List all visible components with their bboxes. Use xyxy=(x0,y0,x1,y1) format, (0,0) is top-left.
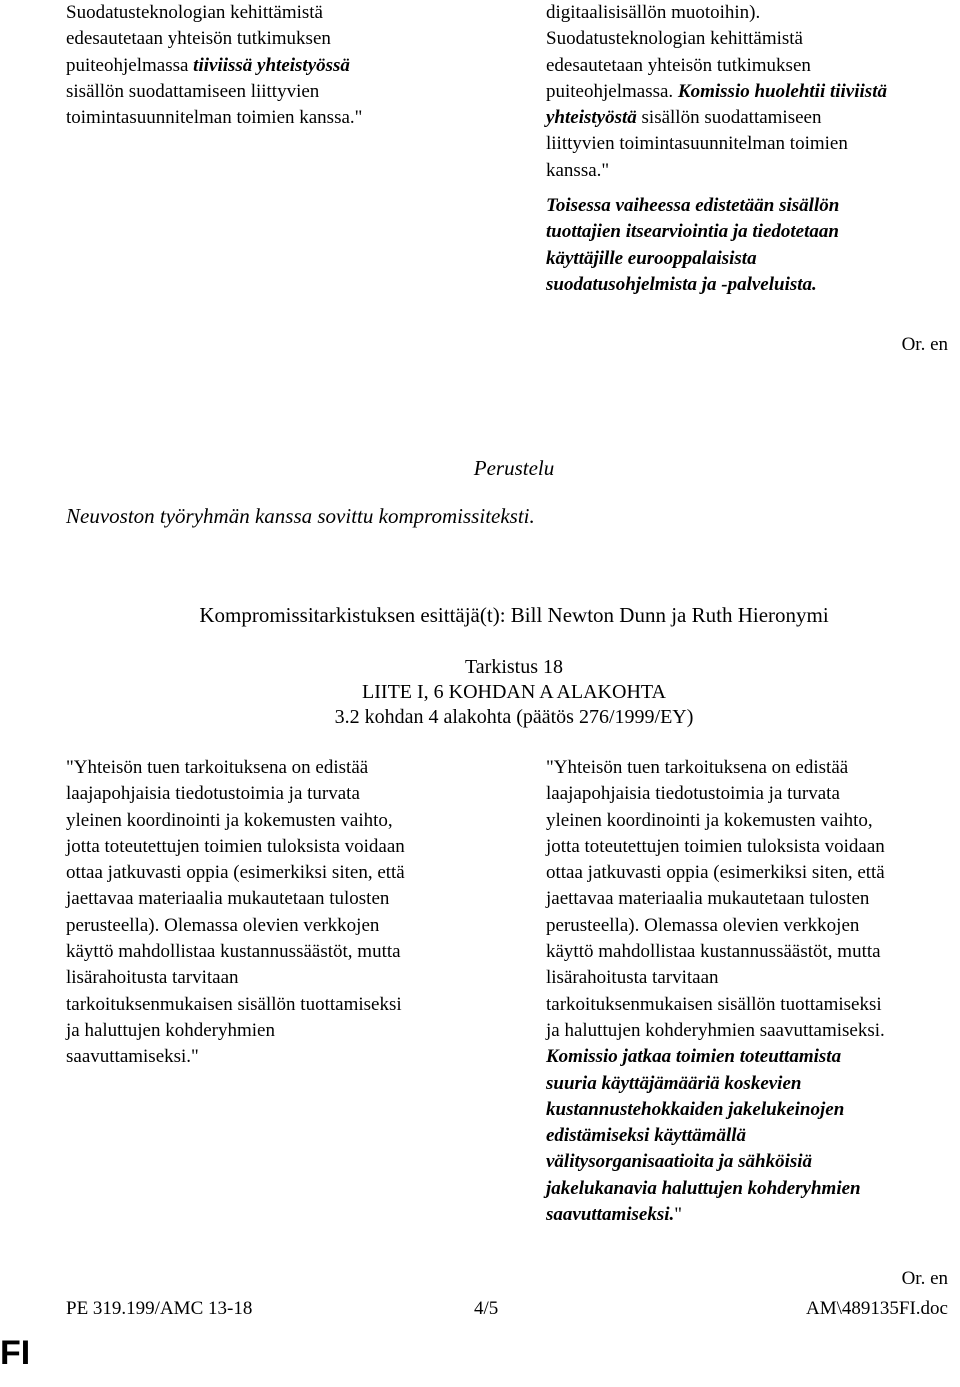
text-line xyxy=(546,992,958,1018)
text-segment: käyttö mahdollistaa kustannussäästöt, mutta xyxy=(66,941,401,963)
text-line xyxy=(546,1071,958,1097)
text-line xyxy=(546,781,958,807)
text-line xyxy=(546,105,958,131)
text-segment: yleinen koordinointi ja kokemusten vaihto, xyxy=(546,809,873,831)
text-line xyxy=(66,992,491,1018)
text-segment: jotta toteutettujen toimien tuloksista voidaan xyxy=(66,835,405,857)
text-line xyxy=(546,193,958,219)
text-line xyxy=(546,1202,958,1228)
text-line xyxy=(546,272,958,298)
text-line xyxy=(66,1044,491,1070)
text-line xyxy=(546,860,958,886)
text-segment: sisällön suodattamiseen liittyvien xyxy=(66,80,320,102)
text-segment: ja haluttujen kohderyhmien xyxy=(66,1019,275,1041)
footer-reference: PE 319.199/AMC 13-18 xyxy=(66,1298,253,1319)
text-segment: jotta toteutettujen toimien tuloksista voidaan xyxy=(546,835,885,857)
emphasized-text: edistämiseksi käyttämällä xyxy=(546,1125,747,1147)
emphasized-text: jakelukanavia haluttujen kohderyhmien xyxy=(546,1177,861,1199)
justification-heading: Perustelu xyxy=(473,456,555,480)
emphasized-text: Komissio huolehtii tiiviistä xyxy=(677,80,887,102)
text-line xyxy=(546,755,958,781)
text-segment: edesautetaan yhteisön tutkimuksen xyxy=(546,54,811,76)
text-segment: liittyvien toimintasuunnitelman toimien xyxy=(546,133,848,155)
text-line xyxy=(66,781,491,807)
footer-document-id: AM\489135FI.doc xyxy=(806,1298,948,1319)
emphasized-text: suodatusohjelmista ja -palveluista. xyxy=(546,273,817,295)
emphasized-text: saavuttamiseksi. xyxy=(546,1204,675,1226)
emphasized-text: välitysorganisaatioita ja sähköisiä xyxy=(546,1151,813,1173)
text-line xyxy=(546,131,958,157)
presenter-line: Kompromissitarkistuksen esittäjä(t): Bill Newton Dunn ja Ruth Hieronymi xyxy=(199,603,829,627)
text-line xyxy=(546,965,958,991)
emphasized-text: Komissio jatkaa toimien toteuttamista xyxy=(546,1046,842,1068)
emphasized-text: Toisessa vaiheessa edistetään sisällön xyxy=(546,195,840,216)
text-segment: jaettavaa materiaalia mukautetaan tulosten xyxy=(546,888,870,910)
text-segment: tarkoituksenmukaisen sisällön tuottamiseksi xyxy=(66,993,402,1015)
text-line xyxy=(546,246,958,272)
text-segment: perusteella). Olemassa olevien verkkojen xyxy=(546,914,860,936)
justification-text: Neuvoston työryhmän kanssa sovittu kompromissiteksti. xyxy=(66,504,535,528)
text-segment: "Yhteisön tuen tarkoituksena on edistää xyxy=(546,757,849,778)
text-line xyxy=(66,1018,491,1044)
amendment-reference: 3.2 kohdan 4 alakohta (päätös 276/1999/EY) xyxy=(334,706,694,728)
text-segment: jaettavaa materiaalia mukautetaan tulosten xyxy=(66,888,390,910)
text-line xyxy=(66,939,491,965)
language-code: FI xyxy=(0,1334,31,1372)
text-line xyxy=(546,939,958,965)
text-line xyxy=(66,808,491,834)
text-line xyxy=(546,913,958,939)
text-segment: laajapohjaisia tiedotustoimia ja turvata xyxy=(546,783,840,805)
text-segment: digitaalisisällön muotoihin). xyxy=(546,2,761,23)
text-segment: toimintasuunnitelman toimien kanssa." xyxy=(66,107,363,129)
text-segment: yleinen koordinointi ja kokemusten vaihto, xyxy=(66,809,393,831)
text-line xyxy=(66,965,491,991)
top-right-paragraph-2 xyxy=(546,193,958,298)
text-segment: tarkoituksenmukaisen sisällön tuottamiseksi xyxy=(546,993,882,1015)
text-segment: ottaa jatkuvasti oppia (esimerkiksi siten, että xyxy=(546,862,885,884)
text-segment: puiteohjelmassa. xyxy=(546,80,678,102)
text-segment: puiteohjelmassa xyxy=(66,54,194,76)
text-line xyxy=(66,105,491,131)
text-segment: ottaa jatkuvasti oppia (esimerkiksi siten, että xyxy=(66,862,405,884)
text-line xyxy=(546,834,958,860)
text-line xyxy=(546,1018,958,1044)
amendment-title: Tarkistus 18 xyxy=(464,656,564,678)
text-line xyxy=(546,1097,958,1123)
text-line xyxy=(546,79,958,105)
text-line xyxy=(546,1176,958,1202)
text-segment: Suodatusteknologian kehittämistä xyxy=(546,28,803,50)
text-line xyxy=(546,26,958,52)
text-line xyxy=(66,0,491,26)
text-line xyxy=(66,886,491,912)
emphasized-text: käyttäjille eurooppalaisista xyxy=(546,247,757,269)
text-segment: "Yhteisön tuen tarkoituksena on edistää xyxy=(66,757,369,778)
text-line xyxy=(66,53,491,79)
original-text-column xyxy=(66,755,491,1071)
emphasized-text: suuria käyttäjämääriä koskevien xyxy=(546,1072,802,1094)
text-segment: ja haluttujen kohderyhmien saavuttamiseksi. xyxy=(546,1019,885,1041)
text-segment: laajapohjaisia tiedotustoimia ja turvata xyxy=(66,783,360,805)
text-line xyxy=(66,79,491,105)
top-left-column xyxy=(66,0,491,131)
text-line xyxy=(546,158,958,184)
original-language-note: Or. en xyxy=(901,334,948,355)
text-line xyxy=(546,1044,958,1070)
emphasized-text: kustannustehokkaiden jakelukeinojen xyxy=(546,1098,845,1120)
amendment-annex: LIITE I, 6 KOHDAN A ALAKOHTA xyxy=(362,681,666,703)
text-segment: kanssa." xyxy=(546,159,610,181)
text-line xyxy=(546,886,958,912)
text-segment: perusteella). Olemassa olevien verkkojen xyxy=(66,914,380,936)
amended-text-column xyxy=(546,755,958,1228)
text-line xyxy=(546,0,958,26)
emphasized-text: yhteistyöstä xyxy=(546,107,637,129)
text-line xyxy=(546,1149,958,1175)
text-line xyxy=(66,755,491,781)
emphasized-text: tuottajien itsearviointia ja tiedotetaan xyxy=(546,221,839,243)
text-line xyxy=(66,860,491,886)
text-segment: sisällön suodattamiseen xyxy=(636,107,822,129)
text-line xyxy=(546,219,958,245)
footer-page-number: 4/5 xyxy=(474,1298,499,1319)
emphasized-text: tiiviissä yhteistyössä xyxy=(193,54,350,76)
text-line xyxy=(66,834,491,860)
text-segment: käyttö mahdollistaa kustannussäästöt, mutta xyxy=(546,941,881,963)
text-line xyxy=(546,808,958,834)
top-right-column xyxy=(546,0,958,184)
text-segment: " xyxy=(674,1204,683,1226)
text-segment: edesautetaan yhteisön tutkimuksen xyxy=(66,28,331,50)
text-segment: lisärahoitusta tarvitaan xyxy=(66,967,239,989)
text-segment: Suodatusteknologian kehittämistä xyxy=(66,2,323,23)
text-line xyxy=(66,26,491,52)
text-line xyxy=(66,913,491,939)
text-line xyxy=(546,1123,958,1149)
text-segment: lisärahoitusta tarvitaan xyxy=(546,967,719,989)
original-language-note-2: Or. en xyxy=(901,1268,948,1289)
text-segment: saavuttamiseksi." xyxy=(66,1046,199,1068)
text-line xyxy=(546,53,958,79)
